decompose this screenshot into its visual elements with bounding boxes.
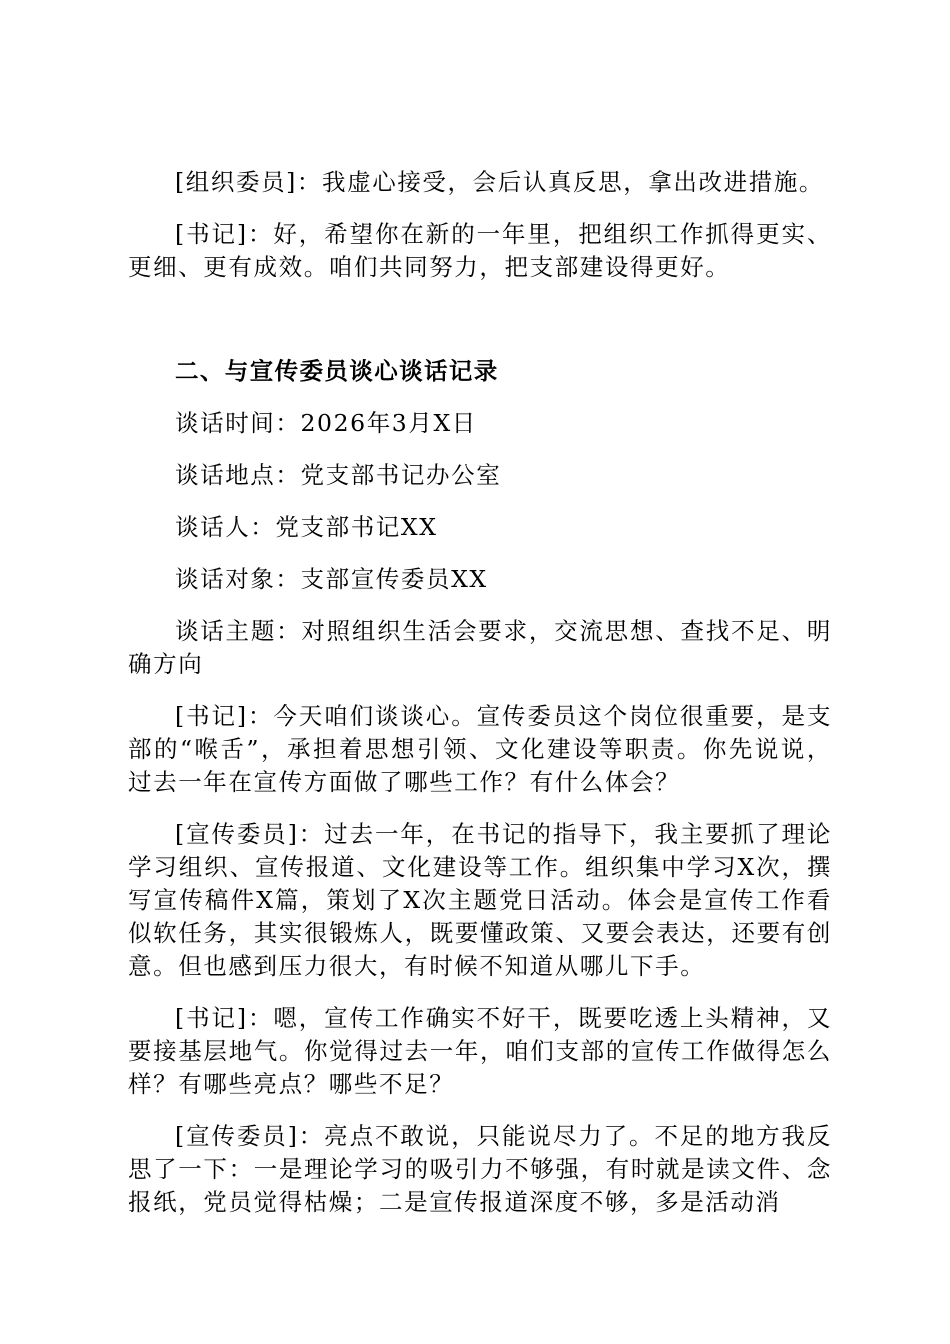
dialogue-paragraph: [宣传委员]：过去一年，在书记的指导下，我主要抓了理论学习组织、宣传报道、文化建设等工作。组织集中学习X次，撰写宣传稿件X篇，策划了X次主题党日活动。体会是宣传工作看似软任务，其实很锻炼人，既要懂政策、又要会表达，还要有创意。但也感到压力很大，有时候不知道从哪儿下手。 bbox=[128, 820, 832, 980]
dialogue-paragraph-secretary-closing: [书记]：好，希望你在新的一年里，把组织工作抓得更实、更细、更有成效。咱们共同努力，把支部建设得更好。 bbox=[128, 220, 832, 281]
dialogue-paragraph: [书记]：嗯，宣传工作确实不好干，既要吃透上头精神，又要接基层地气。你觉得过去一年，咱们支部的宣传工作做得怎么样？有哪些亮点？哪些不足？ bbox=[128, 1004, 832, 1098]
meta-talker: 谈话人：党支部书记XX bbox=[175, 513, 438, 541]
section-spacer bbox=[128, 303, 832, 355]
meta-target: 谈话对象：支部宣传委员XX bbox=[175, 565, 488, 593]
document-body bbox=[128, 166, 832, 1238]
meta-time: 谈话时间：2026年3月X日 bbox=[175, 409, 477, 437]
dialogue-paragraph-organizer-reply: [组织委员]：我虚心接受，会后认真反思，拿出改进措施。 bbox=[175, 168, 825, 196]
meta-place: 谈话地点：党支部书记办公室 bbox=[175, 461, 502, 489]
dialogue-paragraph: [书记]：今天咱们谈谈心。宣传委员这个岗位很重要，是支部的“喉舌”，承担着思想引领、文化建设等职责。你先说说，过去一年在宣传方面做了哪些工作？有什么体会？ bbox=[128, 702, 832, 796]
dialogue-paragraph: [宣传委员]：亮点不敢说，只能说尽力了。不足的地方我反思了一下：一是理论学习的吸引力不够强，有时就是读文件、念报纸，党员觉得枯燥；二是宣传报道深度不够，多是活动消 bbox=[128, 1122, 832, 1216]
meta-topic: 谈话主题：对照组织生活会要求，交流思想、查找不足、明确方向 bbox=[128, 617, 832, 678]
section-heading: 二、与宣传委员谈心谈话记录 bbox=[175, 357, 499, 385]
